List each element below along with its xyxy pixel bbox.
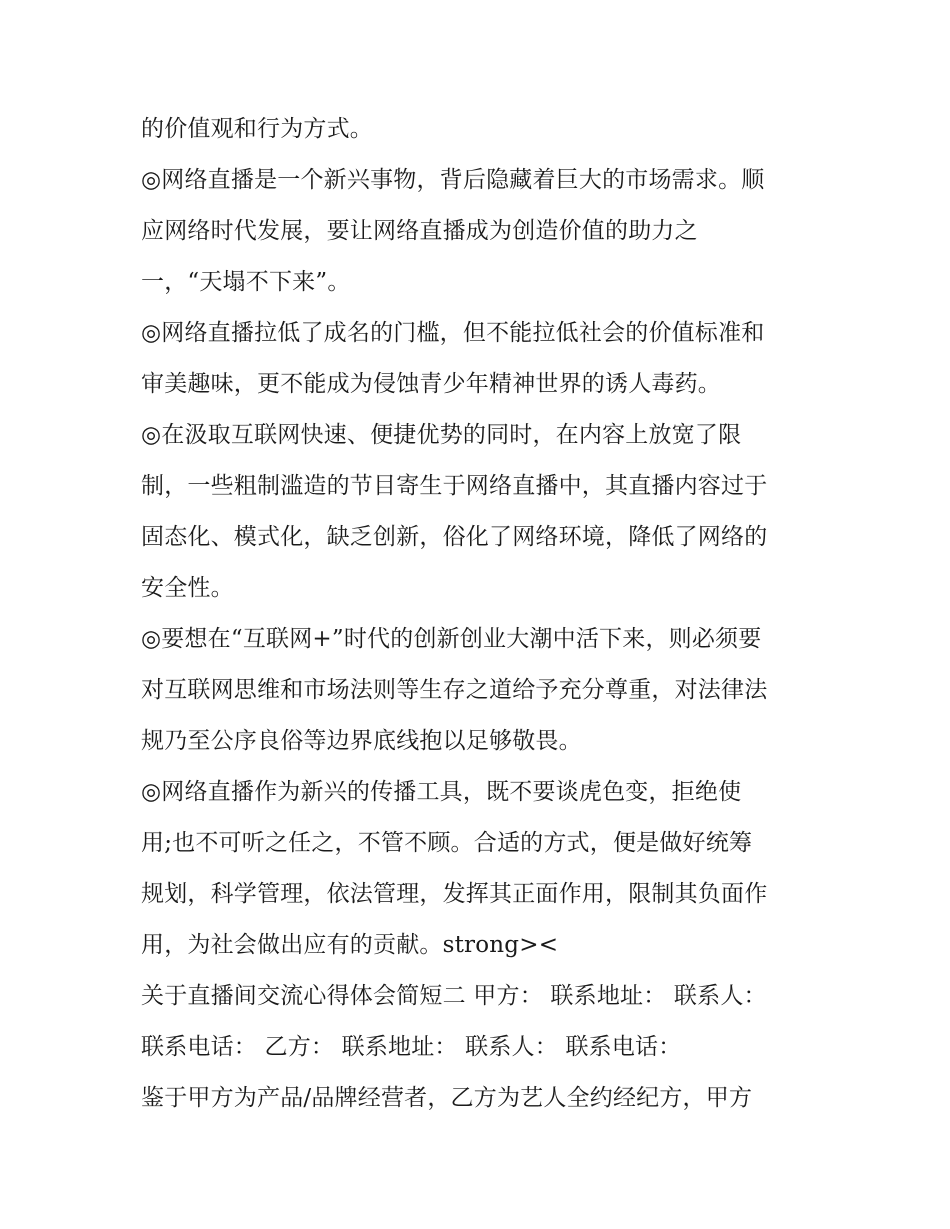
document-body [141,108,841,1128]
text-line: ◎要想在“互联网+”时代的创新创业大潮中活下来，则必须要 [141,626,762,652]
text-line: ◎网络直播拉低了成名的门槛，但不能拉低社会的价值标准和 [141,320,765,346]
text-line: 的价值观和行为方式。 [141,116,373,142]
text-line: 用，为社会做出应有的贡献。strong>< [141,932,559,958]
text-line: 关于直播间交流心得体会简短二 甲方： 联系地址： 联系人： [141,983,767,1009]
text-line: 鉴于甲方为产品/品牌经营者，乙方为艺人全约经纪方，甲方 [141,1085,753,1111]
text-line: ◎在汲取互联网快速、便捷优势的同时，在内容上放宽了限 [141,422,742,448]
text-line: 用;也不可听之任之，不管不顾。合适的方式，便是做好统筹 [141,830,753,856]
text-line: 固态化、模式化，缺乏创新，俗化了网络环境，降低了网络的 [141,524,768,550]
text-line: 一，“天塌不下来”。 [141,269,351,295]
text-line: 联系电话： 乙方： 联系地址： 联系人： 联系电话： [141,1034,682,1060]
text-line: 对互联网思维和市场法则等生存之道给予充分尊重，对法律法 [141,677,768,703]
text-line: 规划，科学管理，依法管理，发挥其正面作用，限制其负面作 [141,881,768,907]
text-line: 审美趣味，更不能成为侵蚀青少年精神世界的诱人毒药。 [141,371,721,397]
text-line: 安全性。 [141,575,234,601]
text-line: 制，一些粗制滥造的节目寄生于网络直播中，其直播内容过于 [141,473,768,499]
text-line: 规乃至公序良俗等边界底线抱以足够敬畏。 [141,728,582,754]
text-line: ◎网络直播作为新兴的传播工具，既不要谈虎色变，拒绝使 [141,779,742,805]
text-line: ◎网络直播是一个新兴事物，背后隐藏着巨大的市场需求。顺 [141,167,765,193]
text-line: 应网络时代发展，要让网络直播成为创造价值的助力之 [141,218,698,244]
